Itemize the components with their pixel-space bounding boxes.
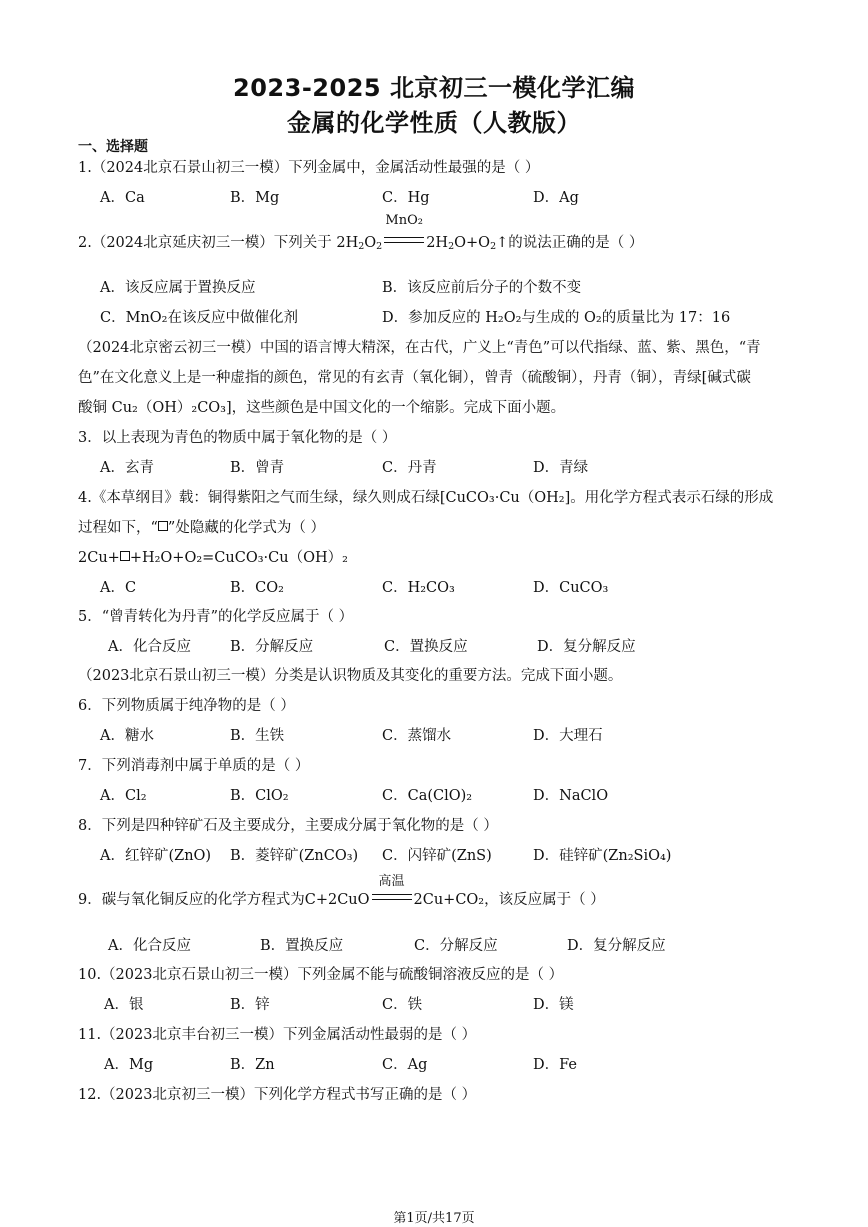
option-a: A．Cl₂ — [100, 788, 147, 804]
option-d: D．参加反应的 H₂O₂与生成的 O₂的质量比为 17：16 — [382, 310, 731, 326]
question-1-options — [100, 186, 820, 208]
option-a: A．C — [100, 580, 137, 596]
document-subtitle: 金属的化学性质（人教版） — [287, 109, 581, 137]
option-a: A．糖水 — [100, 728, 154, 744]
option-d: D．复分解反应 — [567, 938, 666, 954]
option-b: B．分解反应 — [230, 639, 314, 655]
option-a: A．玄青 — [100, 460, 154, 476]
question-10-options — [100, 993, 820, 1015]
catalyst-label: MnO₂ — [385, 213, 423, 228]
question-4-line-2b: ”处隐藏的化学式为（ ） — [167, 520, 325, 536]
option-a: A．Mg — [104, 1057, 154, 1073]
question-6-options — [100, 724, 820, 746]
question-4-options — [100, 576, 820, 598]
equation-part-a: 2Cu+ — [78, 550, 120, 566]
option-b: B．锌 — [230, 997, 270, 1013]
question-9-suffix: 2Cu+CO₂，该反应属于（ ） — [413, 892, 605, 908]
option-c: C．Ag — [382, 1057, 428, 1073]
condition-label: 高温 — [378, 874, 405, 889]
option-a: A．银 — [104, 997, 144, 1013]
option-c: C．H₂CO₃ — [382, 580, 455, 596]
option-b: B．置换反应 — [260, 938, 344, 954]
question-7-stem: 7．下列消毒剂中属于单质的是（ ） — [78, 758, 310, 774]
option-b: B．该反应前后分子的个数不变 — [382, 280, 582, 296]
question-1-stem: 1.（2024北京石景山初三一模）下列金属中，金属活动性最强的是（ ） — [78, 160, 540, 176]
option-a: A．Ca — [100, 190, 145, 206]
option-d: D．Fe — [533, 1057, 577, 1073]
question-2-suffix: ↑的说法正确的是（ ） — [496, 235, 644, 251]
question-4-equation — [78, 546, 348, 567]
question-12-stem: 12.（2023北京初三一模）下列化学方程式书写正确的是（ ） — [78, 1087, 477, 1103]
reaction-condition — [382, 213, 426, 251]
question-4-line-2a: 过程如下，“ — [78, 520, 158, 536]
option-c: C．蒸馏水 — [382, 728, 452, 744]
option-b: B．ClO₂ — [230, 788, 289, 804]
question-3-stem: 3．以上表现为青色的物质中属于氧化物的是（ ） — [78, 430, 397, 446]
option-c: C．MnO₂在该反应中做催化剂 — [100, 310, 298, 326]
option-d: D．青绿 — [533, 460, 589, 476]
page-footer: 第1页/共17页 — [393, 1211, 475, 1226]
question-9-prefix: 9．碳与氧化铜反应的化学方程式为C+2CuO — [78, 892, 370, 908]
question-2-options-row1 — [100, 276, 820, 298]
option-a: A．红锌矿(ZnO) — [100, 848, 212, 864]
option-d: D．Ag — [533, 190, 579, 206]
option-c: C．闪锌矿(ZnS) — [382, 848, 492, 864]
option-c: C．铁 — [382, 997, 423, 1013]
question-11-stem: 11.（2023北京丰台初三一模）下列金属活动性最弱的是（ ） — [78, 1027, 477, 1043]
question-7-options — [100, 784, 820, 806]
option-c: C．分解反应 — [414, 938, 498, 954]
option-b: B．Zn — [230, 1057, 275, 1073]
question-2-prefix: 2.（2024北京延庆初三一模）下列关于 2H — [78, 235, 359, 251]
question-2-options-row2 — [100, 306, 820, 328]
option-c: C．Hg — [382, 190, 430, 206]
question-4-line-2 — [78, 516, 325, 537]
option-a: A．该反应属于置换反应 — [100, 280, 256, 296]
intro-1-line-1: （2024北京密云初三一模）中国的语言博大精深，在古代，广义上“青色”可以代指绿、蓝、紫、黑色，“青 — [78, 340, 761, 356]
question-10-stem: 10.（2023北京石景山初三一模）下列金属不能与硫酸铜溶液反应的是（ ） — [78, 967, 564, 983]
question-5-stem: 5．“曾青转化为丹青”的化学反应属于（ ） — [78, 609, 354, 625]
intro-2: （2023北京石景山初三一模）分类是认识物质及其变化的重要方法。完成下面小题。 — [78, 668, 623, 684]
option-c: C．Ca(ClO)₂ — [382, 788, 473, 804]
question-6-stem: 6．下列物质属于纯净物的是（ ） — [78, 698, 295, 714]
option-c: C．丹青 — [382, 460, 437, 476]
option-c: C．置换反应 — [384, 639, 468, 655]
option-a: A．化合反应 — [108, 639, 191, 655]
option-d: D．镁 — [533, 997, 574, 1013]
option-b: B．曾青 — [230, 460, 285, 476]
question-9-stem — [78, 874, 605, 909]
option-b: B．CO₂ — [230, 580, 284, 596]
option-a: A．化合反应 — [108, 938, 191, 954]
question-8-stem: 8．下列是四种锌矿石及主要成分，主要成分属于氧化物的是（ ） — [78, 818, 498, 834]
option-d: D．大理石 — [533, 728, 603, 744]
section-heading: 一、选择题 — [78, 139, 148, 155]
question-5-options — [100, 635, 820, 657]
option-b: B．生铁 — [230, 728, 285, 744]
document-title: 2023-2025 北京初三一模化学汇编 — [233, 74, 635, 102]
intro-1-line-3: 酸铜 Cu₂（OH）₂CO₃]，这些颜色是中国文化的一个缩影。完成下面小题。 — [78, 400, 566, 416]
question-11-options — [100, 1053, 820, 1075]
equation-part-b: +H₂O+O₂=CuCO₃·Cu（OH）₂ — [129, 550, 348, 566]
option-b: B．Mg — [230, 190, 280, 206]
reaction-condition — [370, 874, 414, 908]
option-d: D．NaClO — [533, 788, 609, 804]
hidden-formula-box — [158, 521, 168, 531]
question-2-stem: 2.（2024北京延庆初三一模）下列关于 $2H_2O_2$ MnO₂ $2H_2O+O_2↑$的说法正确的是（ ） — [78, 213, 644, 252]
question-3-options — [100, 456, 820, 478]
question-8-options — [100, 844, 820, 866]
option-b: B．菱锌矿(ZnCO₃) — [230, 848, 359, 864]
option-d: D．复分解反应 — [537, 639, 636, 655]
question-2-product: 2H — [426, 235, 449, 251]
question-9-options — [100, 934, 820, 956]
option-d: D．硅锌矿(Zn₂SiO₄) — [533, 848, 672, 864]
hidden-formula-box — [120, 551, 130, 561]
intro-1-line-2: 色”在文化意义上是一种虚指的颜色，常见的有玄青（氧化铜），曾青（硫酸铜），丹青（铜），青绿[碱式碳 — [78, 370, 751, 386]
question-4-line-1: 4.《本草纲目》载：铜得紫阳之气而生绿，绿久则成石绿[CuCO₃·Cu（OH₂]。用化学方程式表示石绿的形成 — [78, 490, 774, 506]
option-d: D．CuCO₃ — [533, 580, 609, 596]
